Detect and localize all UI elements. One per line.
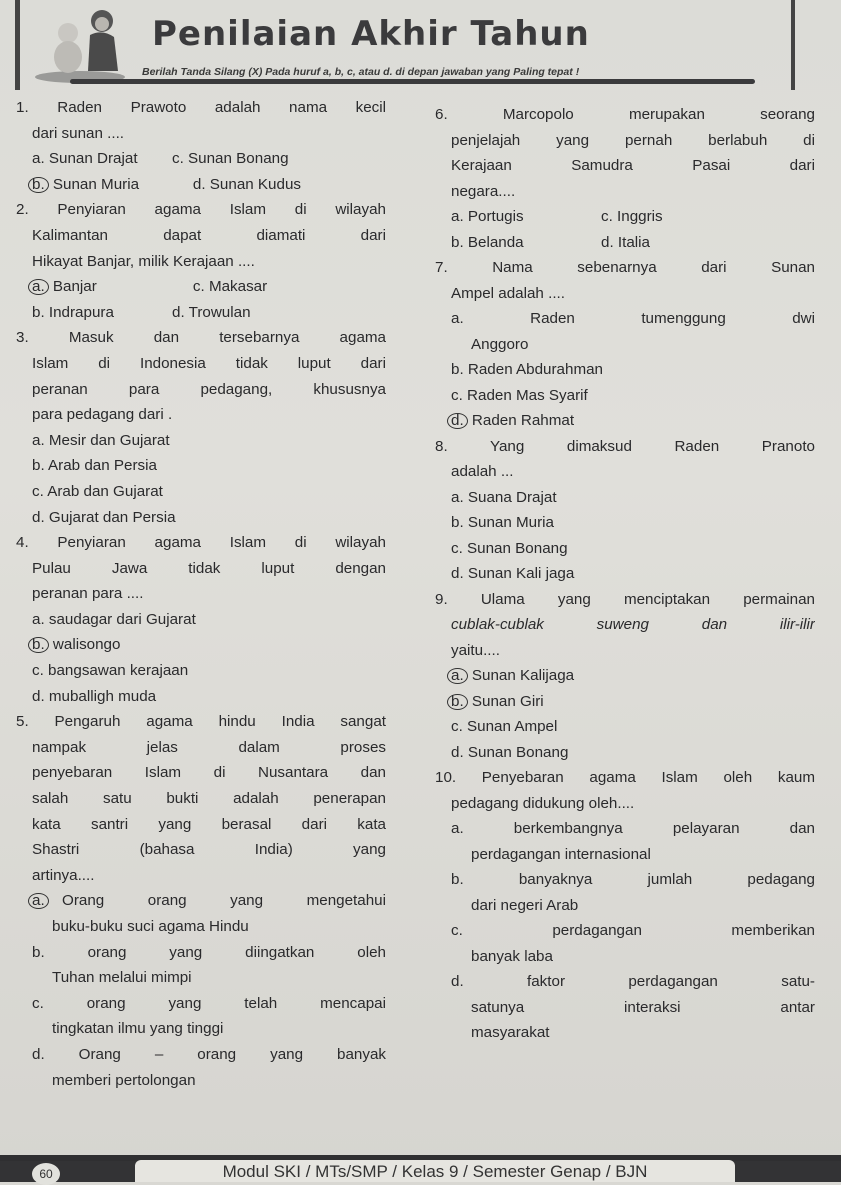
answer-option-line — [8, 148, 386, 174]
question-line — [427, 767, 815, 793]
circled-answer-marker: a. — [28, 893, 49, 909]
answer-option-line — [427, 334, 815, 360]
question-text-line — [8, 251, 386, 277]
question-text-line — [8, 788, 386, 814]
left-question-column — [8, 97, 386, 1095]
answer-option-line — [8, 686, 386, 712]
line-text: Islam di Indonesia tidak luput dari — [32, 354, 386, 372]
answer-option-line — [427, 997, 815, 1023]
question-line — [8, 327, 386, 353]
option-pair — [451, 232, 650, 254]
line-text: banyak laba — [471, 947, 553, 965]
page-number: 60 — [32, 1163, 60, 1185]
answer-option: a. Sunan Drajat — [32, 150, 138, 168]
question-text-line — [427, 461, 815, 487]
line-text: penyebaran Islam di Nusantara dan — [32, 764, 386, 782]
page-title: Penilaian Akhir Tahun — [152, 14, 590, 54]
answer-option-line — [8, 1018, 386, 1044]
header-frame-left — [15, 0, 20, 90]
line-text: cublak-cublak suweng dan ilir-ilir — [451, 616, 815, 633]
answer-option-line — [427, 971, 815, 997]
line-text: perdagangan internasional — [471, 845, 651, 863]
answer-option-line — [427, 946, 815, 972]
line-text: d. Gujarat dan Persia — [32, 508, 176, 526]
answer-option-line — [427, 410, 815, 436]
line-text: d. Sunan Bonang — [451, 743, 569, 761]
answer-option-line — [427, 538, 815, 564]
line-text: nampak jelas dalam proses — [32, 738, 386, 756]
answer-option-line — [427, 1022, 815, 1048]
line-text: Sunan Giri — [471, 692, 544, 710]
answer-option-line — [8, 609, 386, 635]
line-text: 4. Penyiaran agama Islam di wilayah — [16, 534, 386, 552]
question-text-line — [8, 814, 386, 840]
answer-option-line — [8, 481, 386, 507]
question-line — [8, 199, 386, 225]
answer-option-line — [8, 942, 386, 968]
line-text: dari negeri Arab — [471, 896, 579, 914]
answer-option: b. Indrapura — [32, 303, 114, 321]
line-text: tingkatan ilmu yang tinggi — [52, 1020, 224, 1038]
line-text: Kerajaan Samudra Pasai dari — [451, 157, 815, 174]
line-text: buku-buku suci agama Hindu — [52, 918, 249, 935]
line-text: Ampel adalah .... — [451, 284, 565, 302]
line-text: b. Sunan Muria — [451, 514, 554, 531]
question-line — [8, 711, 386, 737]
line-text: 7. Nama sebenarnya dari Sunan — [435, 259, 815, 276]
answer-option: c. Inggris — [601, 208, 663, 225]
line-text: 5. Pengaruh agama hindu India sangat — [16, 713, 386, 731]
answer-option-line — [8, 276, 386, 302]
line-text: 2. Penyiaran agama Islam di wilayah — [16, 201, 386, 219]
line-text: artinya.... — [32, 866, 95, 884]
question-text-line — [8, 404, 386, 430]
line-text: a. saudagar dari Gujarat — [32, 610, 196, 628]
answer-option-line — [427, 512, 815, 538]
line-text: Hikayat Banjar, milik Kerajaan .... — [32, 252, 255, 270]
line-text: a. Raden tumenggung dwi — [451, 310, 815, 327]
circled-answer-marker: b. — [447, 694, 468, 710]
option-pair — [53, 174, 301, 196]
answer-option-line — [427, 308, 815, 334]
line-text: b. orang yang diingatkan oleh — [32, 943, 386, 961]
line-text: c. bangsawan kerajaan — [32, 662, 189, 680]
question-text-line — [8, 583, 386, 609]
line-text: Pulau Jawa tidak luput dengan — [32, 559, 386, 577]
line-text: c. perdagangan memberikan — [451, 922, 815, 939]
line-text: 10. Penyebaran agama Islam oleh kaum — [435, 769, 815, 786]
question-text-line — [427, 640, 815, 666]
line-text: peranan para pedagang, khususnya — [32, 380, 386, 398]
line-text: 3. Masuk dan tersebarnya agama — [16, 329, 386, 347]
line-text: peranan para .... — [32, 585, 144, 603]
footer-module-label: Modul SKI / MTs/SMP / Kelas 9 / Semester Genap / BJN — [135, 1160, 735, 1182]
option-pair — [53, 276, 267, 298]
line-text: b. banyaknya jumlah pedagang — [451, 871, 815, 888]
line-text: Raden Rahmat — [471, 412, 575, 429]
line-text: c. Sunan Ampel — [451, 718, 558, 735]
circled-answer-marker: a. — [447, 668, 468, 684]
answer-option: a. Portugis — [451, 208, 524, 225]
option-pair — [451, 206, 663, 228]
answer-option: b. Belanda — [451, 233, 524, 251]
line-text: Sunan Kalijaga — [471, 667, 575, 684]
question-text-line — [427, 614, 815, 640]
line-text: satunya interaksi antar — [471, 998, 815, 1016]
line-text: c. orang yang telah mencapai — [32, 994, 386, 1012]
question-line — [427, 257, 815, 283]
answer-option-line — [8, 660, 386, 686]
question-text-line — [8, 839, 386, 865]
answer-option-line — [8, 1070, 386, 1096]
question-line — [8, 97, 386, 123]
answer-option-line — [427, 818, 815, 844]
answer-option-line — [8, 174, 386, 200]
question-text-line — [427, 130, 815, 156]
question-text-line — [8, 379, 386, 405]
line-text: Shastri (bahasa India) yang — [32, 841, 386, 859]
header-frame-right — [791, 0, 795, 90]
line-text: c. Sunan Bonang — [451, 539, 568, 557]
line-text: kata santri yang berasal dari kata — [32, 815, 386, 833]
option-pair — [32, 148, 289, 170]
line-text: penjelajah yang pernah berlabuh di — [451, 131, 815, 149]
answer-option-line — [427, 487, 815, 513]
line-text: b. Raden Abdurahman — [451, 361, 603, 378]
option-pair — [32, 302, 251, 324]
answer-option: d. Trowulan — [172, 303, 251, 321]
answer-option-line — [427, 385, 815, 411]
line-text: dari sunan .... — [32, 124, 125, 142]
header-divider — [70, 79, 755, 84]
question-text-line — [8, 762, 386, 788]
right-question-column — [427, 104, 815, 1048]
question-text-line — [8, 737, 386, 763]
line-text: a. Suana Drajat — [451, 488, 557, 506]
children-reading-illustration — [30, 5, 130, 85]
question-text-line — [8, 558, 386, 584]
line-text: memberi pertolongan — [52, 1071, 196, 1089]
line-text: d. muballigh muda — [32, 687, 157, 705]
answer-option: Banjar — [52, 278, 97, 296]
answer-option-line — [8, 302, 386, 328]
line-text: 6. Marcopolo merupakan seorang — [435, 106, 815, 123]
line-text: Anggoro — [471, 335, 529, 353]
line-text: a. berkembangnya pelayaran dan — [451, 820, 815, 837]
circled-answer-marker: a. — [28, 279, 49, 295]
answer-option-line — [427, 844, 815, 870]
answer-option-line — [427, 895, 815, 921]
line-text: walisongo — [52, 636, 121, 654]
question-text-line — [427, 283, 815, 309]
answer-option-line — [8, 430, 386, 456]
line-text: 9. Ulama yang menciptakan permainan — [435, 590, 815, 608]
line-text: a. Mesir dan Gujarat — [32, 431, 170, 449]
answer-option-line — [427, 563, 815, 589]
answer-option-line — [8, 967, 386, 993]
question-text-line — [8, 225, 386, 251]
question-line — [427, 104, 815, 130]
answer-option: d. Italia — [601, 233, 650, 251]
line-text: d. faktor perdagangan satu- — [451, 973, 815, 990]
line-text: yaitu.... — [451, 641, 500, 659]
question-line — [8, 532, 386, 558]
question-text-line — [8, 123, 386, 149]
line-text: 1. Raden Prawoto adalah nama kecil — [16, 99, 386, 116]
line-text: Orang orang yang mengetahui — [62, 892, 386, 910]
question-line — [427, 436, 815, 462]
answer-option-line — [427, 691, 815, 717]
answer-option-line — [427, 359, 815, 385]
answer-option-line — [427, 206, 815, 232]
line-text: d. Sunan Kali jaga — [451, 565, 575, 582]
question-text-line — [427, 793, 815, 819]
line-text: masyarakat — [471, 1024, 550, 1041]
answer-option-line — [8, 1044, 386, 1070]
question-text-line — [8, 865, 386, 891]
answer-option-line — [8, 993, 386, 1019]
line-text: c. Arab dan Gujarat — [32, 482, 163, 500]
line-text: 8. Yang dimaksud Raden Pranoto — [435, 437, 815, 455]
line-text: Kalimantan dapat diamati dari — [32, 226, 386, 244]
line-text: b. Arab dan Persia — [32, 457, 157, 475]
circled-answer-marker: b. — [28, 637, 49, 653]
question-text-line — [427, 181, 815, 207]
circled-answer-marker: b. — [28, 177, 49, 193]
answer-option-line — [8, 916, 386, 942]
question-line — [427, 589, 815, 615]
question-text-line — [8, 353, 386, 379]
answer-option-line — [427, 920, 815, 946]
line-text: pedagang didukung oleh.... — [451, 794, 635, 812]
answer-option: d. Sunan Kudus — [192, 175, 301, 193]
answer-option: c. Sunan Bonang — [172, 150, 289, 168]
answer-option-line — [8, 890, 386, 916]
question-text-line — [427, 155, 815, 181]
answer-option-line — [427, 232, 815, 258]
line-text: negara.... — [451, 182, 516, 200]
answer-option-line — [427, 742, 815, 768]
line-text: para pedagang dari . — [32, 406, 173, 424]
answer-option: Sunan Muria — [52, 175, 140, 193]
line-text: c. Raden Mas Syarif — [451, 386, 588, 404]
answer-option-line — [427, 869, 815, 895]
answer-option-line — [427, 716, 815, 742]
answer-option-line — [8, 634, 386, 660]
answer-option-line — [8, 455, 386, 481]
instruction-text: Berilah Tanda Silang (X) Pada huruf a, b, c, atau d. di depan jawaban yang Paling tepat ! — [142, 66, 580, 78]
line-text: Tuhan melalui mimpi — [52, 969, 192, 987]
answer-option-line — [427, 665, 815, 691]
answer-option-line — [8, 507, 386, 533]
circled-answer-marker: d. — [447, 413, 468, 429]
line-text: d. Orang – orang yang banyak — [32, 1045, 386, 1063]
answer-option: c. Makasar — [192, 278, 268, 296]
line-text: salah satu bukti adalah penerapan — [32, 790, 386, 808]
line-text: adalah ... — [451, 463, 514, 480]
